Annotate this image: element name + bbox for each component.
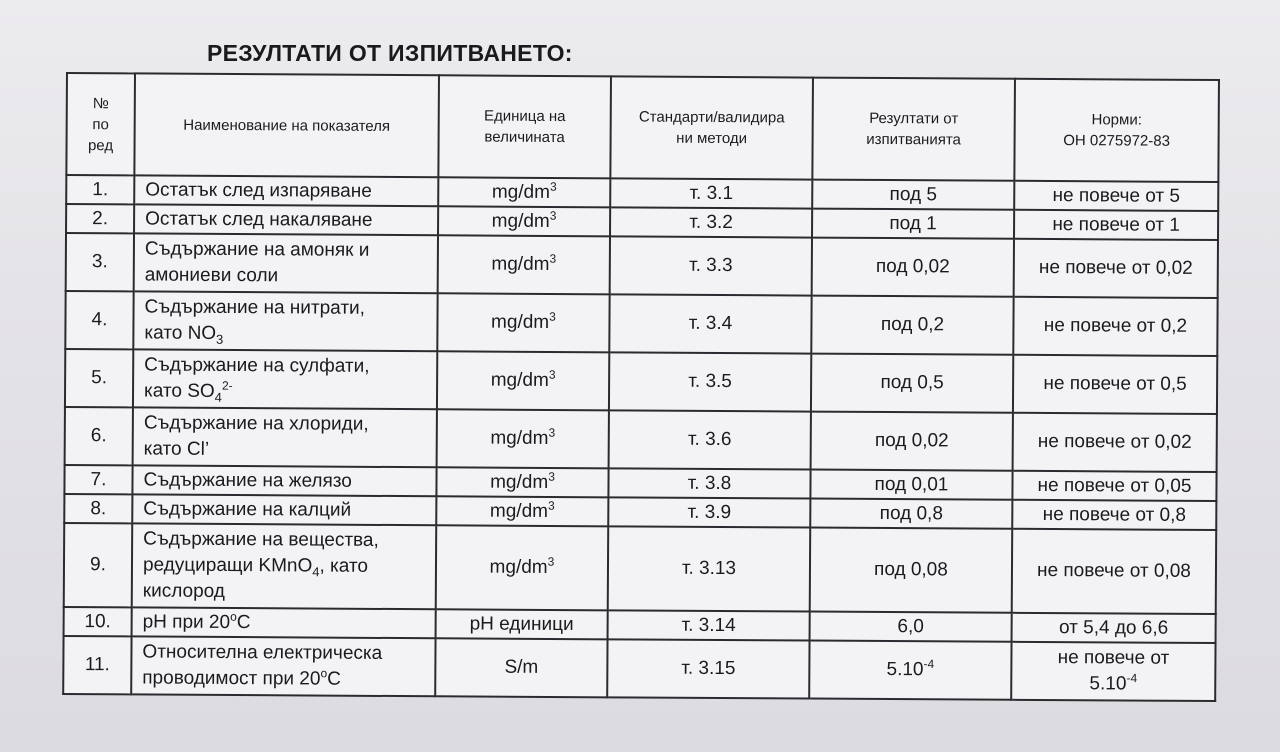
header-number-line: ред [87, 136, 114, 154]
method-cell: т. 3.5 [609, 352, 811, 411]
unit-cell [437, 409, 609, 468]
norm-cell: не повече от 0,02 [1014, 239, 1218, 298]
result-cell: под 0,08 [810, 528, 1013, 613]
formula-sub: 4 [312, 564, 320, 580]
unit-sup: 3 [548, 469, 555, 484]
indicator-name-line [143, 552, 429, 580]
method-cell: т. 3.1 [610, 178, 812, 208]
result-cell: под 0,5 [811, 354, 1013, 413]
method-cell: т. 3.13 [608, 526, 811, 611]
result-cell: под 0,02 [812, 238, 1014, 297]
row-number: 4. [65, 291, 133, 349]
indicator-name-line [142, 665, 428, 693]
unit-cell [437, 351, 609, 410]
table-row [65, 407, 1217, 472]
indicator-name: Съдържание на калций [132, 494, 436, 525]
norm-cell: не повече от 0,05 [1012, 471, 1216, 501]
method-cell: т. 3.8 [608, 468, 810, 498]
header-number-line: по [92, 115, 109, 133]
indicator-name: Остатък след накаляване [134, 204, 438, 235]
indicator-name-line: Относителна електрическа [142, 641, 383, 664]
exponent-sup: -4 [1126, 671, 1138, 686]
row-number: 5. [65, 349, 133, 407]
result-cell: под 1 [812, 209, 1014, 239]
results-table-wrapper [62, 72, 1218, 702]
indicator-name-line: Съдържание на вещества, [143, 528, 379, 551]
unit-text: mg/dm [491, 210, 550, 232]
row-number: 11. [63, 636, 131, 694]
header-unit-line: величината [484, 128, 565, 147]
indicator-name [132, 607, 436, 638]
row-number: 3. [66, 233, 134, 291]
unit-sup: 3 [548, 367, 556, 382]
indicator-name-line: Съдържание на сулфати, [144, 354, 370, 377]
unit-sup: 3 [547, 554, 555, 569]
method-cell: т. 3.6 [609, 410, 811, 469]
unit-cell [438, 235, 610, 294]
row-number: 6. [65, 407, 133, 465]
unit-text: mg/dm [489, 556, 548, 578]
indicator-name [131, 636, 435, 696]
method-cell: т. 3.4 [609, 294, 811, 353]
unit-cell [436, 496, 608, 526]
result-cell: под 5 [812, 180, 1014, 210]
unit-text: mg/dm [491, 253, 550, 275]
indicator-name-line: като Cl’ [143, 438, 210, 460]
header-results [812, 78, 1015, 181]
row-number: 8. [64, 494, 132, 523]
indicator-name [132, 523, 437, 609]
indicator-name-line: Съдържание на хлориди, [143, 412, 369, 435]
row-number: 2. [66, 204, 134, 233]
norm-text: 5.10 [1089, 673, 1127, 695]
result-cell: под 0,02 [811, 412, 1013, 471]
method-cell: т. 3.2 [610, 207, 812, 237]
indicator-formula: редуциращи KMnO [142, 554, 313, 577]
header-norms [1014, 79, 1219, 182]
formula-sub: 4 [214, 389, 222, 405]
indicator-name-text: проводимост при 20 [142, 667, 321, 690]
header-unit-line: Единица на [483, 107, 566, 126]
unit-cell: pH единици [436, 609, 608, 639]
norm-cell: не повече от 0,8 [1012, 500, 1216, 530]
header-standards-line: Стандарти/валидира [638, 108, 785, 127]
indicator-name-line: Съдържание на амоняк и [144, 238, 370, 261]
formula-sub: 3 [216, 331, 224, 347]
exponent-sup: -4 [923, 656, 935, 671]
unit-text: mg/dm [490, 369, 549, 391]
method-cell: т. 3.14 [608, 610, 810, 640]
result-cell: под 0,2 [811, 296, 1013, 355]
row-number: 7. [64, 465, 132, 494]
result-text: 5.10 [886, 659, 924, 681]
result-cell: 6,0 [810, 612, 1012, 642]
unit-sup: 3 [549, 208, 557, 223]
degree-sup: o [230, 609, 237, 624]
unit-sup: 3 [549, 309, 556, 324]
formula-sup: 2- [221, 378, 233, 393]
indicator-name [133, 349, 437, 409]
indicator-name: Остатък след изпаряване [134, 175, 438, 206]
row-number: 1. [66, 175, 134, 204]
header-results-line: Резултати от [869, 109, 959, 128]
unit-text: mg/dm [490, 471, 549, 493]
method-cell: т. 3.3 [610, 236, 812, 295]
header-standards [610, 76, 813, 179]
unit-sup: 3 [549, 179, 557, 194]
method-cell: т. 3.15 [607, 639, 809, 698]
unit-cell [437, 293, 609, 352]
header-name-text: Наименование на показателя [183, 116, 391, 135]
header-norms-line: ОН 0275972-83 [1063, 132, 1171, 150]
unit-text: mg/dm [490, 427, 549, 449]
unit-sup: 3 [548, 425, 556, 440]
table-row [63, 636, 1215, 701]
header-unit [438, 75, 611, 178]
result-cell [809, 641, 1011, 700]
unit-cell [438, 177, 610, 207]
indicator-formula: като SO [143, 380, 215, 402]
header-results-line: изпитванията [866, 130, 961, 149]
norm-cell: не повече от 0,02 [1013, 413, 1217, 472]
document-title: РЕЗУЛТАТИ ОТ ИЗПИТВАНЕТО: [207, 40, 573, 66]
norm-line [1018, 671, 1208, 698]
table-row [64, 523, 1216, 614]
indicator-name [134, 233, 438, 293]
unit-text: mg/dm [491, 311, 550, 333]
indicator-name-line [144, 320, 430, 348]
unit-cell: S/m [435, 638, 607, 697]
indicator-name-line: Съдържание на нитрати, [144, 296, 366, 319]
indicator-name: Съдържание на желязо [132, 465, 436, 496]
unit-cell [436, 525, 609, 610]
table-row [66, 233, 1218, 298]
norm-cell: не повече от 0,5 [1013, 355, 1217, 414]
norm-cell [1011, 642, 1215, 701]
norm-cell: не повече от 1 [1014, 210, 1218, 240]
indicator-name-tail: C [327, 668, 341, 690]
unit-cell [436, 467, 608, 497]
unit-cell [438, 206, 610, 236]
unit-text: mg/dm [489, 500, 549, 522]
degree-sup: o [320, 666, 328, 681]
norm-cell: от 5,4 до 6,6 [1012, 613, 1216, 643]
unit-sup: 3 [549, 251, 557, 266]
indicator-name-line [144, 378, 430, 406]
header-norms-line: Норми: [1091, 111, 1142, 129]
result-cell: под 0,01 [810, 470, 1012, 500]
result-cell: под 0,8 [810, 499, 1012, 529]
results-table [62, 72, 1220, 702]
row-number: 10. [64, 607, 132, 636]
table-header-row [66, 73, 1219, 182]
table-row [65, 291, 1217, 356]
indicator-name-tail: , като [319, 555, 369, 577]
header-name [134, 73, 439, 177]
indicator-formula: като NO [144, 322, 217, 344]
indicator-name-line: амониеви соли [144, 264, 279, 287]
method-cell: т. 3.9 [608, 497, 810, 527]
unit-sup: 3 [548, 498, 555, 513]
unit-text: mg/dm [491, 181, 551, 203]
indicator-name-line: кислород [142, 580, 226, 602]
table-row [65, 349, 1217, 414]
norm-line: не повече от [1057, 647, 1170, 669]
header-standards-line: ни методи [676, 129, 748, 148]
indicator-name-tail: C [236, 611, 251, 633]
norm-cell: не повече от 5 [1014, 181, 1218, 211]
indicator-name [133, 291, 437, 351]
indicator-name-text: pH при 20 [142, 610, 231, 633]
header-number [66, 73, 135, 175]
norm-cell: не повече от 0,08 [1012, 529, 1217, 614]
indicator-name [133, 407, 437, 467]
norm-cell: не повече от 0,2 [1013, 297, 1217, 356]
header-number-line: № [92, 94, 109, 112]
row-number: 9. [64, 523, 133, 607]
